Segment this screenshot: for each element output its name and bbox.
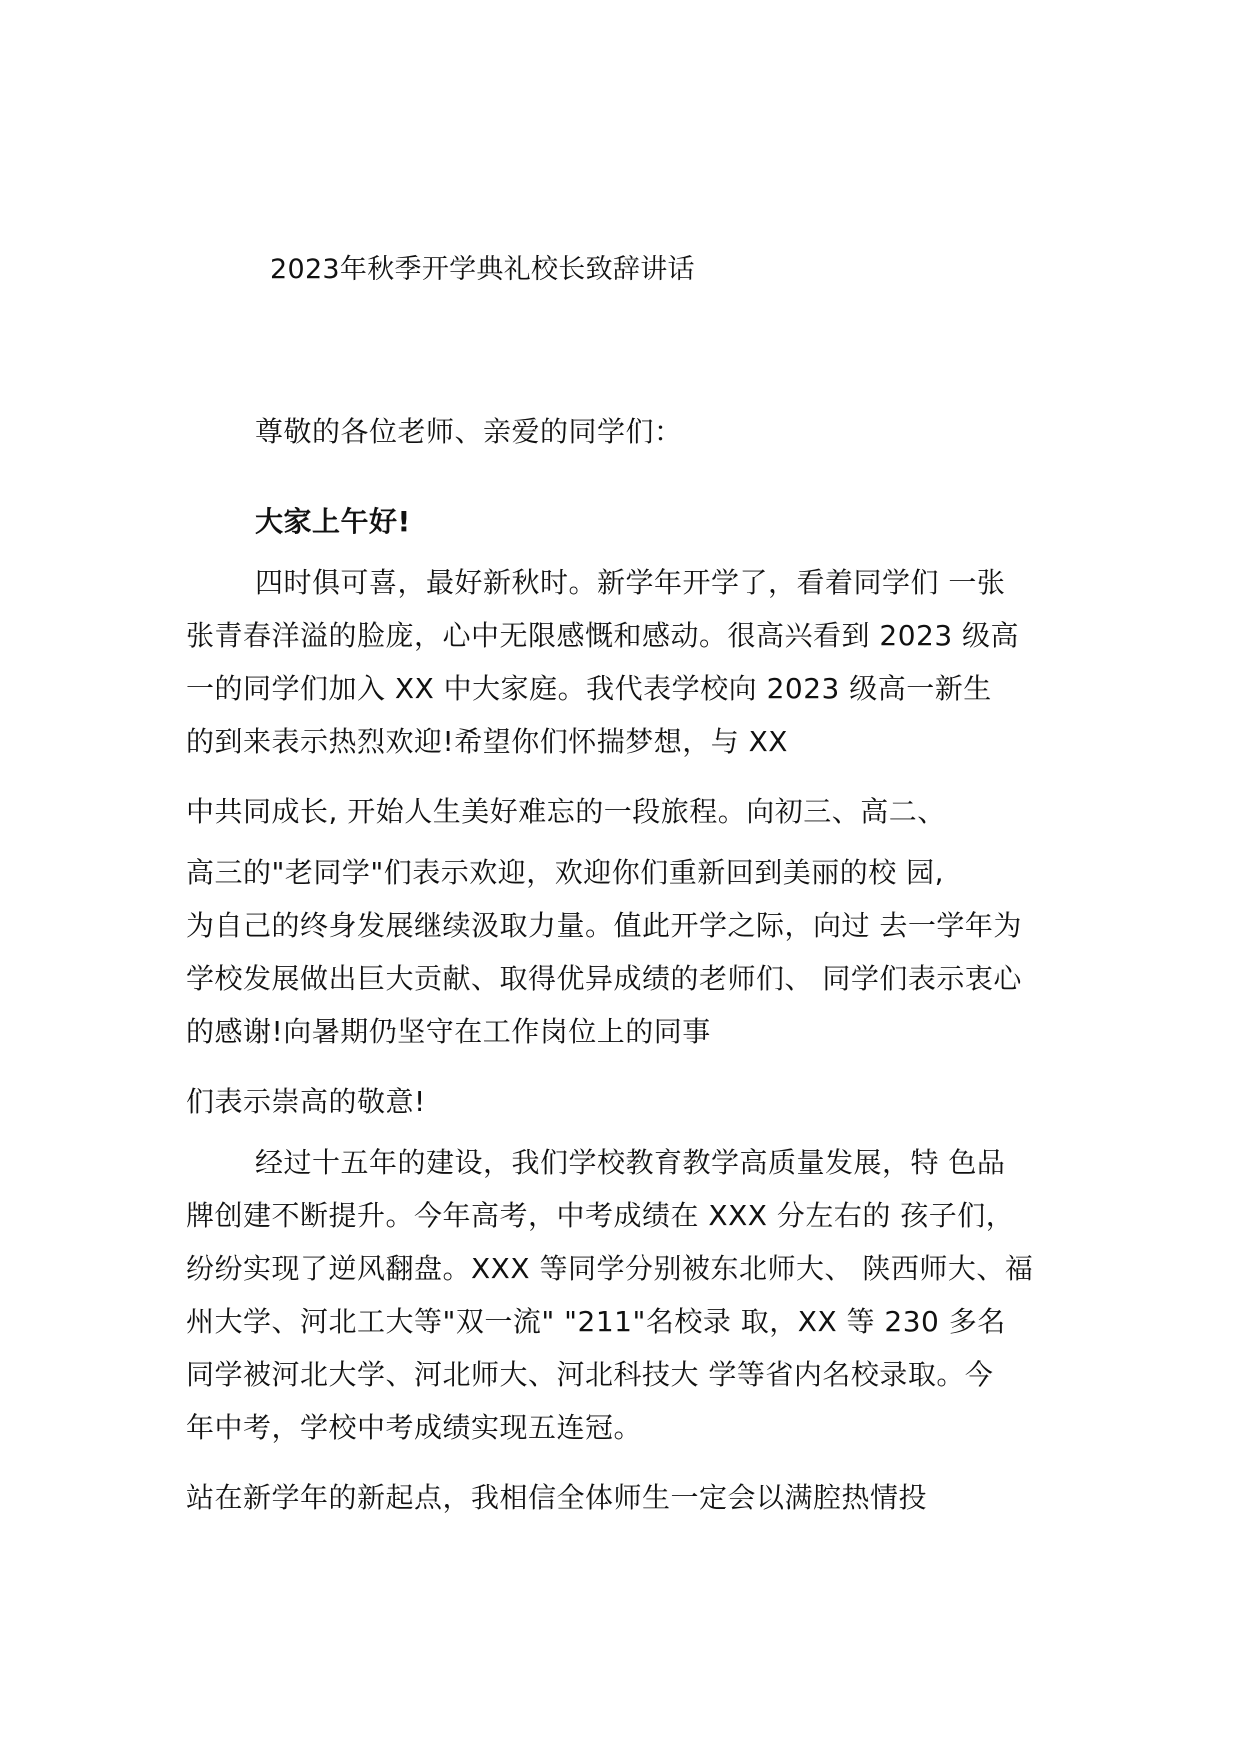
salutation: 尊敬的各位老师、亲爱的同学们： [255,415,683,448]
body-line: 的感谢!向暑期仍坚守在工作岗位上的同事 [186,1015,711,1048]
body-line: 同学被河北大学、河北师大、河北科技大 学等省内名校录取。今 [186,1358,994,1391]
greeting: 大家上午好! [255,505,411,538]
body-line: 一的同学们加入 XX 中大家庭。我代表学校向 2023 级高一新生 [186,672,992,705]
body-line: 为自己的终身发展继续汲取力量。值此开学之际，向过 去一学年为 [186,909,1022,942]
body-line: 四时俱可喜，最好新秋时。新学年开学了，看着同学们 一张 [255,566,1006,599]
body-line: 的到来表示热烈欢迎!希望你们怀揣梦想，与 XX [186,725,788,758]
document-title: 2023年秋季开学典礼校长致辞讲话 [270,254,695,285]
body-line: 经过十五年的建设，我们学校教育教学高质量发展，特 色品 [255,1146,1006,1179]
body-line: 年中考，学校中考成绩实现五连冠。 [186,1411,643,1444]
body-line: 州大学、河北工大等"双一流" "211"名校录 取，XX 等 230 多名 [186,1305,1006,1338]
body-line: 张青春洋溢的脸庞，心中无限感慨和感动。很高兴看到 2023 级高 [186,619,1020,652]
body-line: 高三的"老同学"们表示欢迎，欢迎你们重新回到美丽的校 园, [186,856,945,889]
body-line: 学校发展做出巨大贡献、取得优异成绩的老师们、 同学们表示衷心 [186,962,1022,995]
body-line: 中共同成长, 开始人生美好难忘的一段旅程。向初三、高二、 [186,795,946,828]
body-line: 们表示崇高的敬意! [186,1085,426,1118]
body-line: 牌创建不断提升。今年高考，中考成绩在 XXX 分左右的 孩子们， [186,1199,1015,1232]
body-line: 纷纷实现了逆风翻盘。XXX 等同学分别被东北师大、 陕西师大、福 [186,1252,1034,1285]
body-line: 站在新学年的新起点，我相信全体师生一定会以满腔热情投 [186,1481,928,1514]
